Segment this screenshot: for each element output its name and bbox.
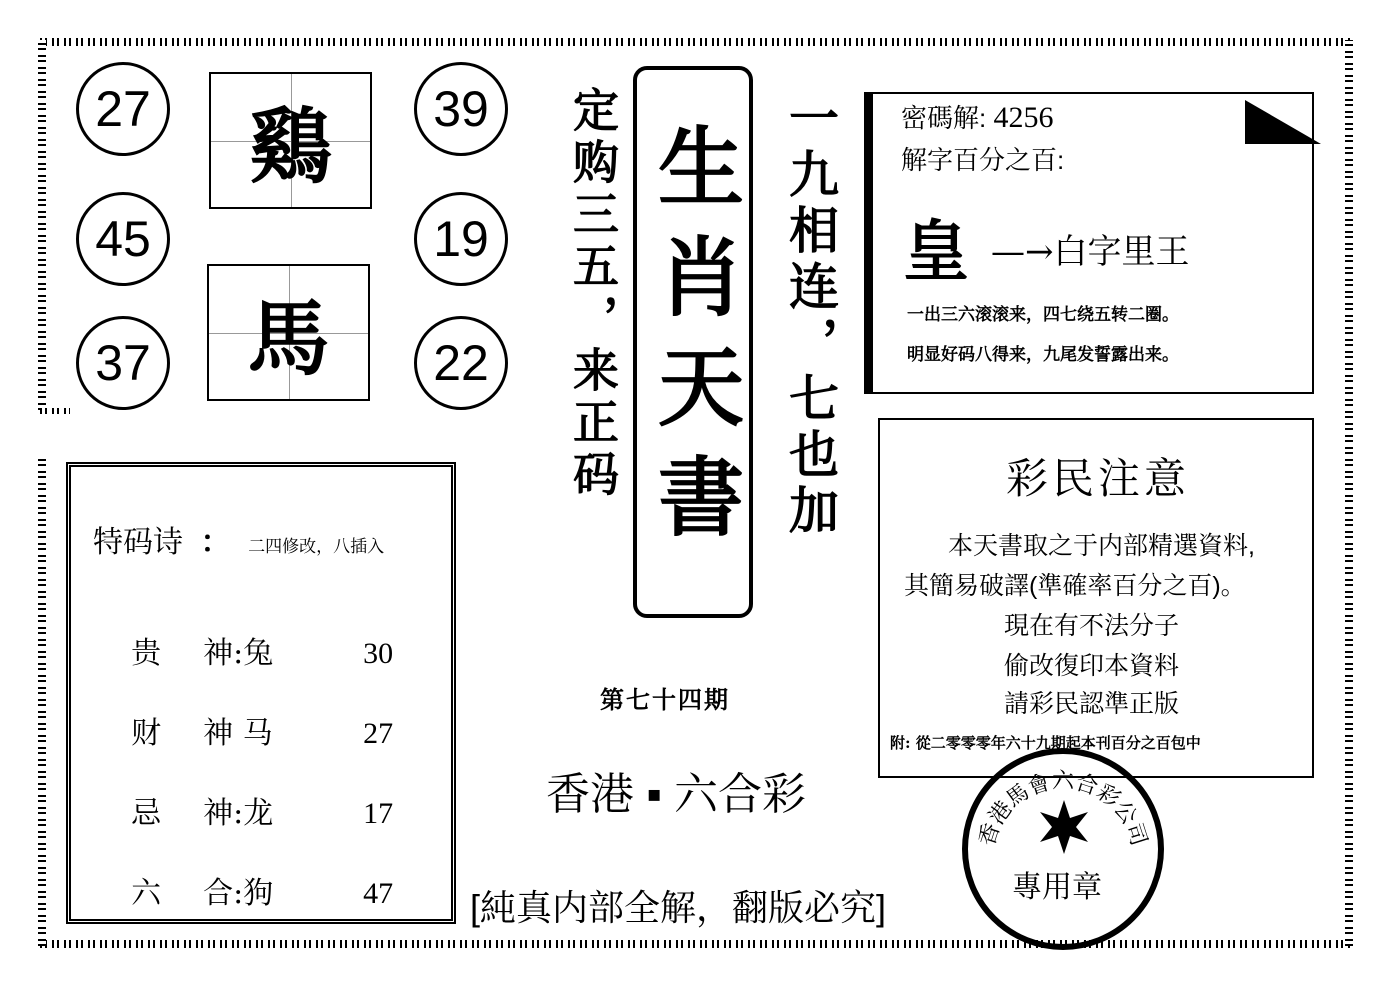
notice-line: 現在有不法分子	[1004, 612, 1180, 640]
percent-line: 解字百分之百:	[901, 145, 1065, 175]
poem-row-b: 合	[203, 876, 234, 911]
poem-row-a: 财	[131, 716, 162, 751]
poem-row-c: :兔	[233, 636, 274, 671]
zodiac-top: 鷄	[249, 99, 332, 195]
border-divider	[40, 408, 70, 414]
border-right	[1345, 40, 1353, 946]
title: 生肖天書	[643, 122, 744, 562]
poem-heading-note: 二四修改，八插入	[248, 537, 385, 557]
number-circle: 39	[414, 62, 508, 156]
big-character: 皇	[903, 212, 969, 290]
vertical-left-text: 定购三五，来正码	[566, 86, 620, 502]
code-label: 密碼解:	[901, 103, 987, 133]
vertical-right-text: 一九相连，七也加	[781, 92, 840, 540]
secret-poem-line-1: 一出三六滚滚来，四七绕五转二圈。	[907, 305, 1179, 325]
poem-row-b: 神	[203, 636, 234, 671]
code-value: 4256	[993, 101, 1054, 134]
notice-line: 請彩民認準正版	[1004, 690, 1180, 718]
poem-row-a: 贵	[131, 636, 162, 671]
notice-line: 本天書取之于内部精選資料,	[948, 532, 1255, 560]
star-icon	[1036, 800, 1092, 854]
zodiac-box-bottom	[207, 264, 370, 401]
notice-title: 彩民注意	[1006, 455, 1191, 502]
number-circle: 37	[76, 316, 170, 410]
title-box	[633, 66, 753, 618]
zodiac-bottom: 馬	[247, 291, 330, 387]
poem-row-number: 47	[363, 877, 394, 910]
poem-row-number: 27	[363, 717, 394, 750]
poem-heading	[93, 517, 384, 561]
number-circle: 27	[76, 62, 170, 156]
poem-heading-sep: ：	[200, 525, 231, 560]
poem-row-c: :狗	[233, 876, 274, 911]
notice-line: 偷改復印本資料	[1004, 652, 1180, 680]
secret-poem-line-2: 明显好码八得来，九尾发誓露出来。	[907, 345, 1179, 365]
seal-center-text: 專用章	[1012, 871, 1102, 904]
border-top	[40, 38, 1350, 46]
notice-footnote: 附: 從二零零零年六十九期起本刊百分之百包中	[890, 734, 1201, 752]
issue-label: 第七十四期	[600, 685, 730, 714]
poem-row-b: 神	[203, 716, 234, 751]
poem-row-c: 马	[233, 716, 273, 751]
poem-row-a: 忌	[131, 796, 162, 831]
secret-code-box	[864, 92, 1314, 394]
notice-box	[878, 418, 1314, 778]
border-left-top	[38, 40, 46, 410]
seal-ring-label: 香港馬會六合彩公司	[974, 769, 1152, 849]
footer-text: [純真内部全解，翻版必究]	[470, 887, 887, 928]
number-circle: 45	[76, 192, 170, 286]
notice-line: 其簡易破譯(準確率百分之百)。	[904, 572, 1246, 600]
poem-heading-text: 特码诗	[93, 525, 183, 560]
number-circle: 19	[414, 192, 508, 286]
poem-row-c: :龙	[233, 796, 274, 831]
special-code-poem-box	[66, 462, 456, 924]
zodiac-box-top	[209, 72, 372, 209]
official-seal	[962, 748, 1164, 950]
poem-row-number: 30	[363, 637, 394, 670]
poem-row-number: 17	[363, 797, 394, 830]
border-left-bottom	[38, 456, 46, 946]
poem-row-b: 神	[203, 796, 234, 831]
code-line	[901, 98, 1053, 135]
corner-triangle-icon	[1245, 100, 1321, 144]
char-hint: —→白字里王	[991, 232, 1190, 272]
poem-row-a: 六	[131, 876, 162, 911]
poem-row	[93, 833, 393, 947]
brand-label: 香港 ▪ 六合彩	[546, 770, 807, 819]
number-circle: 22	[414, 316, 508, 410]
